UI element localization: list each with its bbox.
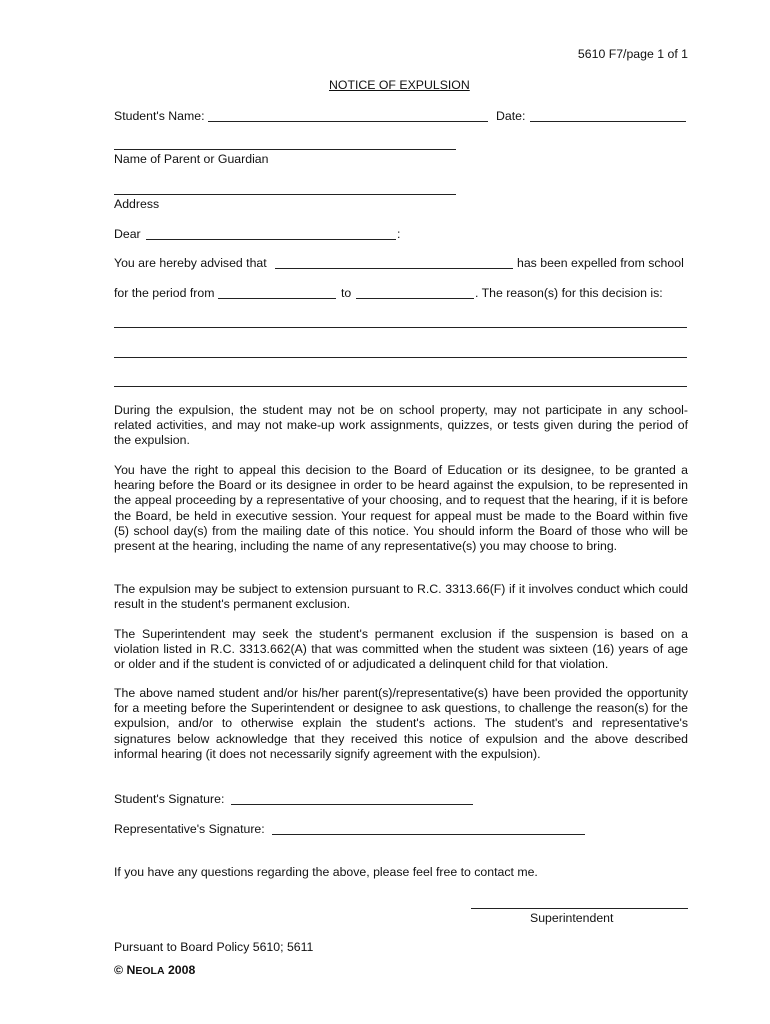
advised-prefix: You are hereby advised that bbox=[114, 256, 267, 270]
period-to-field[interactable] bbox=[356, 298, 474, 299]
student-signature-label: Student's Signature: bbox=[114, 792, 225, 806]
student-name-label: Student's Name: bbox=[114, 109, 205, 123]
brand-initial: N bbox=[126, 963, 136, 977]
parent-name-field[interactable] bbox=[114, 149, 456, 150]
expelled-student-field[interactable] bbox=[275, 268, 513, 269]
address-label: Address bbox=[114, 197, 160, 211]
document-title: NOTICE OF EXPULSION bbox=[329, 78, 470, 92]
period-prefix: for the period from bbox=[114, 286, 215, 300]
reason-line[interactable] bbox=[114, 357, 687, 358]
period-from-field[interactable] bbox=[218, 298, 336, 299]
dear-label: Dear bbox=[114, 227, 141, 241]
copyright-year: 2008 bbox=[167, 963, 196, 977]
superintendent-label: Superintendent bbox=[530, 911, 614, 925]
period-suffix: . The reason(s) for this decision is: bbox=[475, 286, 663, 300]
page-reference: 5610 F7/page 1 of 1 bbox=[577, 47, 688, 61]
expulsion-restrictions-paragraph: During the expulsion, the student may not be on school property, may not participate in any school-related activities, and may not make-up work assignments, quizzes, or tests given during the period of the expulsion. bbox=[114, 403, 688, 448]
representative-signature-label: Representative's Signature: bbox=[114, 822, 265, 836]
extension-paragraph: The expulsion may be subject to extension pursuant to R.C. 3313.66(F) if it involves conduct which could result in the student's permanent exclusion. bbox=[114, 582, 688, 612]
student-name-field[interactable] bbox=[208, 121, 488, 122]
date-label: Date: bbox=[496, 109, 526, 123]
copyright-notice bbox=[114, 963, 195, 979]
dear-name-field[interactable] bbox=[146, 239, 396, 240]
contact-text: If you have any questions regarding the above, please feel free to contact me. bbox=[114, 865, 538, 879]
superintendent-signature-field[interactable] bbox=[471, 908, 688, 909]
brand-rest: EOLA bbox=[135, 965, 165, 977]
date-field[interactable] bbox=[530, 121, 686, 122]
reason-line[interactable] bbox=[114, 327, 687, 328]
advised-suffix: has been expelled from school bbox=[517, 256, 684, 270]
dear-colon: : bbox=[397, 227, 401, 241]
copyright-symbol: © bbox=[114, 963, 124, 977]
policy-reference: Pursuant to Board Policy 5610; 5611 bbox=[114, 940, 314, 954]
student-signature-field[interactable] bbox=[231, 804, 473, 805]
parent-name-label: Name of Parent or Guardian bbox=[114, 152, 269, 166]
representative-signature-field[interactable] bbox=[272, 834, 585, 835]
reason-line[interactable] bbox=[114, 386, 687, 387]
appeal-rights-paragraph: You have the right to appeal this decision to the Board of Education or its designee, to be granted a hearing before the Board or its designee in order to be heard against the expulsion, to be represented in the appeal proceeding by a representative of your choosing, and to request that the hearing, if it is before the Board, be held in executive session. Your request for appeal must be made to the Board within five (5) school day(s) from the mailing date of this notice. You should inform the Board of those who will be present at the hearing, including the name of any representative(s) you may choose to bring. bbox=[114, 463, 688, 554]
permanent-exclusion-paragraph: The Superintendent may seek the student's permanent exclusion if the suspension is based on a violation listed in R.C. 3313.662(A) that was committed when the student was sixteen (16) years of age or older and if the student is convicted of or adjudicated a delinquent child for that violation. bbox=[114, 627, 688, 672]
period-to-label: to bbox=[341, 286, 352, 300]
acknowledgement-paragraph: The above named student and/or his/her parent(s)/representative(s) have been provided the opportunity for a meeting before the Superintendent or designee to ask questions, to challenge the reason(s) for the expulsion, and/or to otherwise explain the student's actions. The student's and representative's signatures below acknowledge that they received this notice of expulsion and the above described informal hearing (it does not necessarily signify agreement with the expulsion). bbox=[114, 686, 688, 761]
address-field[interactable] bbox=[114, 194, 456, 195]
